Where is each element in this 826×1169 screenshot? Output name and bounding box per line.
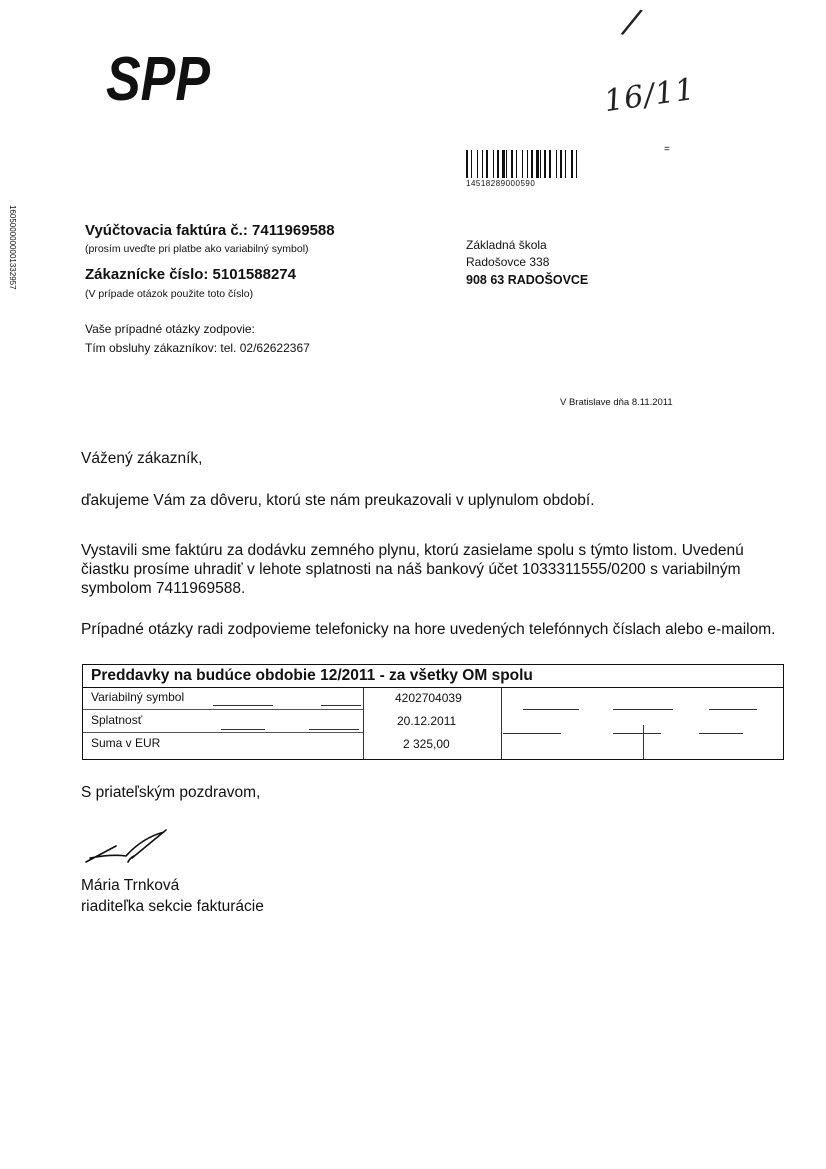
- blank-line: [321, 705, 361, 706]
- blank-line: [309, 729, 359, 730]
- barcode-bar: [516, 150, 517, 178]
- barcode: [466, 150, 612, 178]
- barcode-bar: [527, 150, 528, 178]
- row-divider: [83, 732, 363, 733]
- invoice-title: Vyúčtovacia faktúra č.: 7411969588: [85, 222, 335, 239]
- column-divider: [643, 725, 644, 759]
- amount-value: 2 325,00: [403, 737, 450, 751]
- date-line: V Bratislave dňa 8.11.2011: [560, 397, 673, 408]
- column-divider: [501, 688, 502, 759]
- barcode-bar: [531, 150, 533, 178]
- row-label: Variabilný symbol: [91, 690, 185, 704]
- customer-note: (V prípade otázok použite toto číslo): [85, 288, 254, 300]
- advance-payments-table: [82, 664, 784, 760]
- questions-line: Vaše prípadné otázky zodpovie:: [85, 322, 255, 336]
- barcode-bar: [576, 150, 577, 178]
- address-line-1: Základná škola: [466, 238, 547, 252]
- address-line-2: Radošovce 338: [466, 255, 550, 269]
- signatory-role: riaditeľka sekcie fakturácie: [81, 898, 264, 915]
- barcode-bar: [511, 150, 513, 178]
- row-divider: [83, 709, 363, 710]
- blank-line: [699, 733, 743, 734]
- signatory-name: Mária Trnková: [81, 877, 180, 894]
- paragraph-questions: Prípadné otázky radi zodpovieme telefonicky na hore uvedených telefónnych číslach alebo e-mailom.: [81, 621, 776, 638]
- blank-line: [523, 709, 579, 710]
- barcode-bar: [565, 150, 566, 178]
- spp-logo: [106, 45, 211, 114]
- barcode-bar: [540, 150, 541, 178]
- paragraph-thanks: ďakujeme Vám za dôveru, ktorú ste nám preukazovali v uplynulom období.: [81, 492, 595, 509]
- side-code: [5, 205, 19, 325]
- barcode-bar: [556, 150, 557, 178]
- barcode-bar: [466, 150, 468, 178]
- barcode-bar: [549, 150, 551, 178]
- handwritten-mark: /: [621, 1, 642, 43]
- variable-symbol-value: 4202704039: [395, 691, 462, 705]
- barcode-bar: [497, 150, 499, 178]
- address-line-3: 908 63 RADOŠOVCE: [466, 273, 589, 287]
- side-code-text: 1605000000001332957: [8, 205, 17, 290]
- blank-line: [221, 729, 265, 730]
- paragraph-invoice: Vystavili sme faktúru za dodávku zemného plynu, ktorú zasielame spolu s týmto listom. Uvedenú čiastku prosíme uhradiť v lehote splatnosti na náš bankový účet 1033311555/0200 s variabilným symbolom 7411969588.: [81, 542, 744, 597]
- barcode-bar: [493, 150, 494, 178]
- blank-line: [709, 709, 757, 710]
- handwritten-date: 16/11: [602, 71, 698, 120]
- table-row: [83, 711, 363, 731]
- table-header: Preddavky na budúce obdobie 12/2011 - za všetky OM spolu: [91, 667, 533, 684]
- barcode-number: 14518289000590: [466, 179, 536, 188]
- barcode-bar: [506, 150, 507, 178]
- logo-text: SPP: [106, 45, 211, 114]
- closing-greeting: S priateľským pozdravom,: [81, 784, 261, 801]
- blank-line: [213, 705, 273, 706]
- greeting: Vážený zákazník,: [81, 450, 203, 467]
- blank-line: [613, 709, 673, 710]
- column-divider: [363, 688, 364, 759]
- customer-number: Zákaznícke číslo: 5101588274: [85, 266, 296, 283]
- barcode-bar: [471, 150, 472, 178]
- row-label: Splatnosť: [91, 713, 143, 727]
- support-phone-line: Tím obsluhy zákazníkov: tel. 02/62622367: [85, 341, 310, 355]
- barcode-bar: [571, 150, 573, 178]
- barcode-bar: [536, 150, 539, 178]
- barcode-bar: [482, 150, 483, 178]
- barcode-bar: [544, 150, 546, 178]
- blank-line: [613, 733, 661, 734]
- barcode-bar: [522, 150, 523, 178]
- barcode-bar: [486, 150, 488, 178]
- barcode-bar: [560, 150, 562, 178]
- invoice-note: (prosím uveďte pri platbe ako variabilný symbol): [85, 243, 309, 255]
- due-date-value: 20.12.2011: [397, 714, 457, 728]
- blank-line: [503, 733, 561, 734]
- handwritten-signature: [82, 828, 182, 868]
- handwritten-mark-small: =: [664, 144, 670, 155]
- barcode-bar: [477, 150, 478, 178]
- table-row: [83, 734, 363, 754]
- barcode-bar: [502, 150, 505, 178]
- row-label: Suma v EUR: [91, 736, 161, 750]
